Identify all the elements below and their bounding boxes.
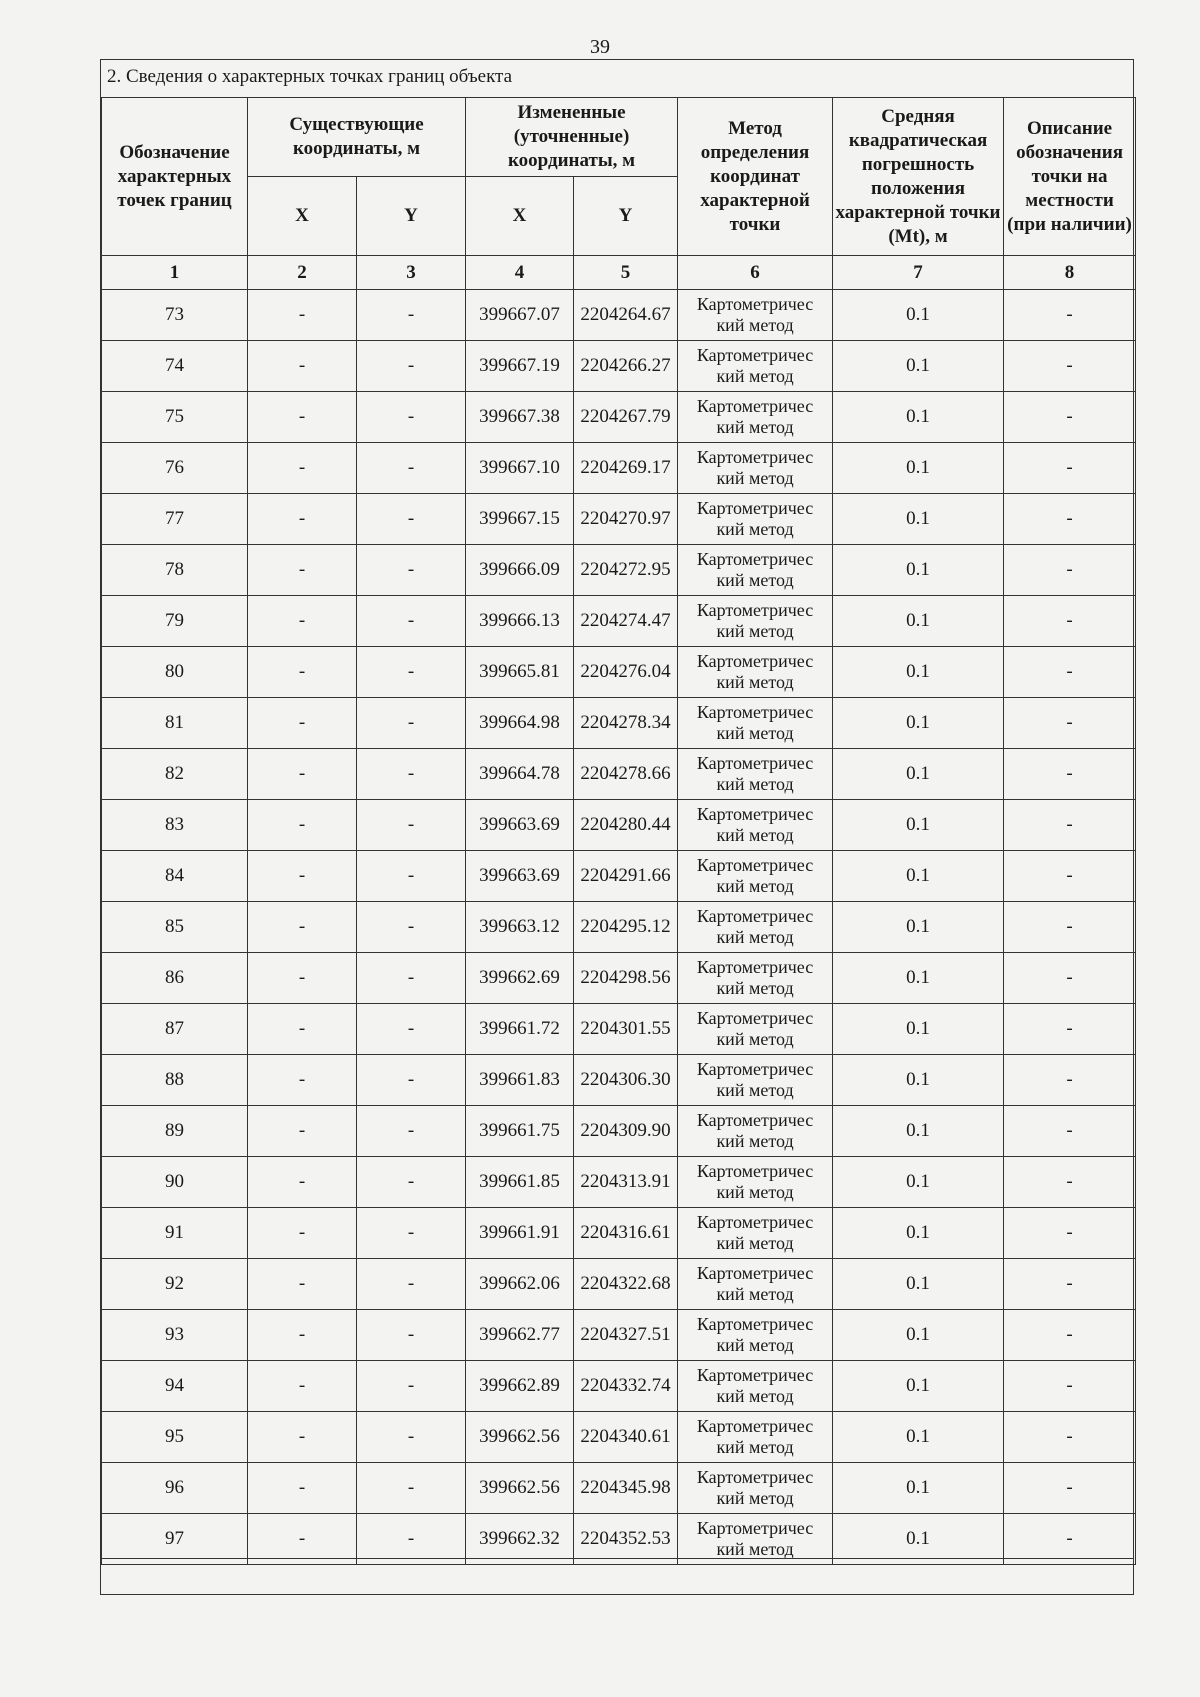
method-line-1: Картометричес	[696, 906, 814, 926]
changed-x-cell: 399662.77	[466, 1310, 574, 1361]
existing-y-cell: -	[357, 1310, 466, 1361]
header-method: Метод определения координат характерной точки	[678, 98, 833, 256]
method-cell	[678, 545, 833, 596]
existing-x-cell: -	[248, 1004, 357, 1055]
table-row	[102, 341, 1136, 392]
method-line-2: кий метод	[716, 1488, 794, 1508]
col-number: 5	[574, 256, 678, 290]
method-cell	[678, 953, 833, 1004]
table-row	[102, 647, 1136, 698]
changed-y-cell: 2204316.61	[574, 1208, 678, 1259]
method-line-1: Картометричес	[696, 1110, 814, 1130]
table-row	[102, 1157, 1136, 1208]
table-row	[102, 1310, 1136, 1361]
changed-x-cell: 399663.12	[466, 902, 574, 953]
changed-y-cell: 2204332.74	[574, 1361, 678, 1412]
method-line-1: Картометричес	[696, 1161, 814, 1181]
changed-x-cell: 399661.75	[466, 1106, 574, 1157]
table-row	[102, 851, 1136, 902]
method-line-2: кий метод	[716, 876, 794, 896]
description-cell: -	[1004, 1463, 1136, 1514]
col-number: 8	[1004, 256, 1136, 290]
mt-cell: 0.1	[833, 1004, 1004, 1055]
boundary-points-table	[101, 97, 1136, 1565]
mt-cell: 0.1	[833, 1208, 1004, 1259]
mt-cell: 0.1	[833, 800, 1004, 851]
method-cell	[678, 647, 833, 698]
method-cell	[678, 443, 833, 494]
method-line-2: кий метод	[716, 672, 794, 692]
description-cell: -	[1004, 341, 1136, 392]
col-number: 3	[357, 256, 466, 290]
method-cell	[678, 1004, 833, 1055]
point-id-cell: 79	[102, 596, 248, 647]
existing-y-cell: -	[357, 1208, 466, 1259]
header-changed-y: Y	[574, 177, 678, 256]
method-cell	[678, 1463, 833, 1514]
changed-y-cell: 2204298.56	[574, 953, 678, 1004]
method-line-2: кий метод	[716, 978, 794, 998]
changed-x-cell: 399667.19	[466, 341, 574, 392]
point-id-cell: 96	[102, 1463, 248, 1514]
changed-y-cell: 2204345.98	[574, 1463, 678, 1514]
point-id-cell: 78	[102, 545, 248, 596]
method-cell	[678, 341, 833, 392]
table-row	[102, 1004, 1136, 1055]
existing-x-cell: -	[248, 902, 357, 953]
col-number: 6	[678, 256, 833, 290]
table-row	[102, 1106, 1136, 1157]
mt-cell: 0.1	[833, 698, 1004, 749]
table-row	[102, 1259, 1136, 1310]
changed-x-cell: 399667.07	[466, 290, 574, 341]
method-cell	[678, 1106, 833, 1157]
changed-y-cell: 2204264.67	[574, 290, 678, 341]
existing-x-cell: -	[248, 1361, 357, 1412]
mt-cell: 0.1	[833, 851, 1004, 902]
existing-x-cell: -	[248, 1208, 357, 1259]
point-id-cell: 80	[102, 647, 248, 698]
changed-y-cell: 2204267.79	[574, 392, 678, 443]
point-id-cell: 75	[102, 392, 248, 443]
table-row	[102, 443, 1136, 494]
method-line-2: кий метод	[716, 468, 794, 488]
point-id-cell: 97	[102, 1514, 248, 1565]
method-cell	[678, 290, 833, 341]
existing-y-cell: -	[357, 290, 466, 341]
point-id-cell: 81	[102, 698, 248, 749]
method-line-2: кий метод	[716, 1539, 794, 1559]
mt-cell: 0.1	[833, 1106, 1004, 1157]
point-id-cell: 73	[102, 290, 248, 341]
header-existing-coords: Существующие координаты, м	[248, 98, 466, 177]
existing-x-cell: -	[248, 698, 357, 749]
point-id-cell: 83	[102, 800, 248, 851]
method-line-1: Картометричес	[696, 855, 814, 875]
changed-y-cell: 2204274.47	[574, 596, 678, 647]
existing-x-cell: -	[248, 1310, 357, 1361]
mt-cell: 0.1	[833, 1259, 1004, 1310]
existing-y-cell: -	[357, 596, 466, 647]
mt-cell: 0.1	[833, 545, 1004, 596]
existing-x-cell: -	[248, 1259, 357, 1310]
description-cell: -	[1004, 1412, 1136, 1463]
changed-x-cell: 399662.32	[466, 1514, 574, 1565]
description-cell: -	[1004, 1259, 1136, 1310]
col-number: 7	[833, 256, 1004, 290]
table-row	[102, 545, 1136, 596]
method-line-1: Картометричес	[696, 1518, 814, 1538]
table-row	[102, 596, 1136, 647]
header-changed-x: X	[466, 177, 574, 256]
changed-y-cell: 2204280.44	[574, 800, 678, 851]
description-cell: -	[1004, 749, 1136, 800]
mt-cell: 0.1	[833, 1412, 1004, 1463]
table-row	[102, 698, 1136, 749]
col-number: 2	[248, 256, 357, 290]
changed-x-cell: 399661.85	[466, 1157, 574, 1208]
description-cell: -	[1004, 1004, 1136, 1055]
mt-cell: 0.1	[833, 1514, 1004, 1565]
header-designation: Обозначение характерных точек границ	[102, 98, 248, 256]
description-cell: -	[1004, 1514, 1136, 1565]
point-id-cell: 85	[102, 902, 248, 953]
method-cell	[678, 698, 833, 749]
point-id-cell: 91	[102, 1208, 248, 1259]
description-cell: -	[1004, 392, 1136, 443]
description-cell: -	[1004, 1055, 1136, 1106]
mt-cell: 0.1	[833, 1310, 1004, 1361]
existing-x-cell: -	[248, 290, 357, 341]
point-id-cell: 86	[102, 953, 248, 1004]
description-cell: -	[1004, 494, 1136, 545]
header-existing-x: X	[248, 177, 357, 256]
existing-y-cell: -	[357, 800, 466, 851]
changed-y-cell: 2204306.30	[574, 1055, 678, 1106]
existing-x-cell: -	[248, 545, 357, 596]
changed-x-cell: 399662.56	[466, 1463, 574, 1514]
changed-y-cell: 2204269.17	[574, 443, 678, 494]
method-cell	[678, 1361, 833, 1412]
method-line-1: Картометричес	[696, 804, 814, 824]
table-row	[102, 902, 1136, 953]
mt-cell: 0.1	[833, 647, 1004, 698]
method-cell	[678, 1157, 833, 1208]
existing-y-cell: -	[357, 851, 466, 902]
changed-x-cell: 399662.06	[466, 1259, 574, 1310]
method-line-1: Картометричес	[696, 498, 814, 518]
point-id-cell: 87	[102, 1004, 248, 1055]
existing-y-cell: -	[357, 1055, 466, 1106]
method-line-2: кий метод	[716, 1284, 794, 1304]
method-line-2: кий метод	[716, 417, 794, 437]
method-line-1: Картометричес	[696, 345, 814, 365]
existing-x-cell: -	[248, 1514, 357, 1565]
existing-y-cell: -	[357, 647, 466, 698]
existing-y-cell: -	[357, 749, 466, 800]
table-row	[102, 1463, 1136, 1514]
changed-x-cell: 399661.83	[466, 1055, 574, 1106]
method-cell	[678, 1055, 833, 1106]
method-cell	[678, 392, 833, 443]
description-cell: -	[1004, 1310, 1136, 1361]
method-line-1: Картометричес	[696, 702, 814, 722]
method-line-1: Картометричес	[696, 1212, 814, 1232]
changed-x-cell: 399663.69	[466, 800, 574, 851]
existing-y-cell: -	[357, 1412, 466, 1463]
method-cell	[678, 1310, 833, 1361]
method-cell	[678, 494, 833, 545]
existing-x-cell: -	[248, 647, 357, 698]
method-line-1: Картометричес	[696, 1365, 814, 1385]
method-line-1: Картометричес	[696, 753, 814, 773]
method-cell	[678, 749, 833, 800]
method-line-1: Картометричес	[696, 396, 814, 416]
existing-y-cell: -	[357, 494, 466, 545]
existing-y-cell: -	[357, 1514, 466, 1565]
description-cell: -	[1004, 851, 1136, 902]
existing-x-cell: -	[248, 953, 357, 1004]
existing-x-cell: -	[248, 392, 357, 443]
changed-y-cell: 2204322.68	[574, 1259, 678, 1310]
existing-y-cell: -	[357, 1361, 466, 1412]
method-line-2: кий метод	[716, 1131, 794, 1151]
method-line-1: Картометричес	[696, 651, 814, 671]
point-id-cell: 88	[102, 1055, 248, 1106]
method-cell	[678, 800, 833, 851]
changed-y-cell: 2204295.12	[574, 902, 678, 953]
mt-cell: 0.1	[833, 290, 1004, 341]
method-line-2: кий метод	[716, 621, 794, 641]
changed-x-cell: 399662.69	[466, 953, 574, 1004]
method-line-2: кий метод	[716, 1335, 794, 1355]
mt-cell: 0.1	[833, 392, 1004, 443]
method-line-1: Картометричес	[696, 1263, 814, 1283]
header-description: Описание обозначения точки на местности (при наличии)	[1004, 98, 1136, 256]
existing-y-cell: -	[357, 1004, 466, 1055]
method-line-1: Картометричес	[696, 957, 814, 977]
table-row	[102, 1055, 1136, 1106]
existing-x-cell: -	[248, 1157, 357, 1208]
existing-y-cell: -	[357, 1463, 466, 1514]
existing-y-cell: -	[357, 443, 466, 494]
point-id-cell: 84	[102, 851, 248, 902]
description-cell: -	[1004, 647, 1136, 698]
mt-cell: 0.1	[833, 1361, 1004, 1412]
existing-x-cell: -	[248, 1463, 357, 1514]
point-id-cell: 95	[102, 1412, 248, 1463]
changed-x-cell: 399665.81	[466, 647, 574, 698]
point-id-cell: 94	[102, 1361, 248, 1412]
point-id-cell: 89	[102, 1106, 248, 1157]
existing-y-cell: -	[357, 392, 466, 443]
table-row	[102, 1514, 1136, 1565]
method-line-2: кий метод	[716, 927, 794, 947]
method-line-2: кий метод	[716, 1386, 794, 1406]
existing-x-cell: -	[248, 341, 357, 392]
description-cell: -	[1004, 902, 1136, 953]
existing-x-cell: -	[248, 851, 357, 902]
existing-x-cell: -	[248, 443, 357, 494]
mt-cell: 0.1	[833, 341, 1004, 392]
method-line-1: Картометричес	[696, 1416, 814, 1436]
method-cell	[678, 902, 833, 953]
description-cell: -	[1004, 443, 1136, 494]
method-line-2: кий метод	[716, 825, 794, 845]
method-line-1: Картометричес	[696, 549, 814, 569]
description-cell: -	[1004, 596, 1136, 647]
mt-cell: 0.1	[833, 953, 1004, 1004]
table-row	[102, 749, 1136, 800]
changed-y-cell: 2204301.55	[574, 1004, 678, 1055]
changed-y-cell: 2204291.66	[574, 851, 678, 902]
changed-y-cell: 2204327.51	[574, 1310, 678, 1361]
existing-x-cell: -	[248, 1106, 357, 1157]
section-title: 2. Сведения о характерных точках границ объекта	[107, 66, 513, 87]
method-line-1: Картометричес	[696, 1059, 814, 1079]
changed-y-cell: 2204340.61	[574, 1412, 678, 1463]
page-number: 39	[590, 36, 610, 58]
changed-x-cell: 399664.78	[466, 749, 574, 800]
table-row	[102, 1361, 1136, 1412]
header-changed-coords: Измененные (уточненные) координаты, м	[466, 98, 678, 177]
changed-x-cell: 399667.38	[466, 392, 574, 443]
col-number: 4	[466, 256, 574, 290]
method-line-2: кий метод	[716, 1182, 794, 1202]
method-cell	[678, 596, 833, 647]
table-row	[102, 1208, 1136, 1259]
table-row	[102, 290, 1136, 341]
changed-y-cell: 2204276.04	[574, 647, 678, 698]
description-cell: -	[1004, 698, 1136, 749]
changed-x-cell: 399661.72	[466, 1004, 574, 1055]
mt-cell: 0.1	[833, 902, 1004, 953]
existing-y-cell: -	[357, 1106, 466, 1157]
existing-x-cell: -	[248, 1055, 357, 1106]
existing-x-cell: -	[248, 596, 357, 647]
changed-y-cell: 2204272.95	[574, 545, 678, 596]
mt-cell: 0.1	[833, 443, 1004, 494]
changed-x-cell: 399666.09	[466, 545, 574, 596]
method-line-2: кий метод	[716, 570, 794, 590]
changed-y-cell: 2204309.90	[574, 1106, 678, 1157]
changed-x-cell: 399667.15	[466, 494, 574, 545]
mt-cell: 0.1	[833, 494, 1004, 545]
method-line-2: кий метод	[716, 1080, 794, 1100]
changed-y-cell: 2204270.97	[574, 494, 678, 545]
method-line-1: Картометричес	[696, 1008, 814, 1028]
document-sheet	[100, 59, 1134, 1595]
method-line-1: Картометричес	[696, 294, 814, 314]
point-id-cell: 90	[102, 1157, 248, 1208]
changed-y-cell: 2204266.27	[574, 341, 678, 392]
existing-x-cell: -	[248, 1412, 357, 1463]
method-line-1: Картометричес	[696, 447, 814, 467]
changed-y-cell: 2204278.34	[574, 698, 678, 749]
changed-y-cell: 2204352.53	[574, 1514, 678, 1565]
point-id-cell: 76	[102, 443, 248, 494]
point-id-cell: 74	[102, 341, 248, 392]
table-row	[102, 392, 1136, 443]
existing-x-cell: -	[248, 494, 357, 545]
header-existing-y: Y	[357, 177, 466, 256]
existing-y-cell: -	[357, 545, 466, 596]
method-cell	[678, 1412, 833, 1463]
method-line-2: кий метод	[716, 774, 794, 794]
changed-x-cell: 399667.10	[466, 443, 574, 494]
description-cell: -	[1004, 1157, 1136, 1208]
method-line-1: Картометричес	[696, 1314, 814, 1334]
method-line-2: кий метод	[716, 723, 794, 743]
col-number: 1	[102, 256, 248, 290]
existing-y-cell: -	[357, 698, 466, 749]
description-cell: -	[1004, 545, 1136, 596]
point-id-cell: 82	[102, 749, 248, 800]
existing-x-cell: -	[248, 749, 357, 800]
existing-y-cell: -	[357, 341, 466, 392]
description-cell: -	[1004, 1106, 1136, 1157]
existing-y-cell: -	[357, 953, 466, 1004]
description-cell: -	[1004, 953, 1136, 1004]
existing-y-cell: -	[357, 1157, 466, 1208]
description-cell: -	[1004, 290, 1136, 341]
method-line-2: кий метод	[716, 519, 794, 539]
method-line-2: кий метод	[716, 366, 794, 386]
method-cell	[678, 1208, 833, 1259]
changed-x-cell: 399662.89	[466, 1361, 574, 1412]
method-line-2: кий метод	[716, 315, 794, 335]
existing-y-cell: -	[357, 1259, 466, 1310]
mt-cell: 0.1	[833, 1055, 1004, 1106]
table-row	[102, 953, 1136, 1004]
existing-y-cell: -	[357, 902, 466, 953]
description-cell: -	[1004, 1208, 1136, 1259]
method-line-2: кий метод	[716, 1437, 794, 1457]
point-id-cell: 77	[102, 494, 248, 545]
mt-cell: 0.1	[833, 749, 1004, 800]
changed-x-cell: 399663.69	[466, 851, 574, 902]
changed-x-cell: 399661.91	[466, 1208, 574, 1259]
method-line-2: кий метод	[716, 1029, 794, 1049]
changed-x-cell: 399662.56	[466, 1412, 574, 1463]
mt-cell: 0.1	[833, 596, 1004, 647]
changed-y-cell: 2204313.91	[574, 1157, 678, 1208]
changed-x-cell: 399664.98	[466, 698, 574, 749]
changed-x-cell: 399666.13	[466, 596, 574, 647]
header-mean-square-error: Средняя квадратическая погрешность положения характерной точки (Mt), м	[833, 98, 1004, 256]
existing-x-cell: -	[248, 800, 357, 851]
changed-y-cell: 2204278.66	[574, 749, 678, 800]
method-line-2: кий метод	[716, 1233, 794, 1253]
method-cell	[678, 1514, 833, 1565]
method-line-1: Картометричес	[696, 600, 814, 620]
method-line-1: Картометричес	[696, 1467, 814, 1487]
point-id-cell: 92	[102, 1259, 248, 1310]
method-cell	[678, 851, 833, 902]
table-row	[102, 494, 1136, 545]
point-id-cell: 93	[102, 1310, 248, 1361]
description-cell: -	[1004, 800, 1136, 851]
footer-rule	[101, 1558, 1133, 1559]
mt-cell: 0.1	[833, 1463, 1004, 1514]
table-body	[102, 290, 1136, 1565]
description-cell: -	[1004, 1361, 1136, 1412]
table-row	[102, 1412, 1136, 1463]
method-cell	[678, 1259, 833, 1310]
mt-cell: 0.1	[833, 1157, 1004, 1208]
table-row	[102, 800, 1136, 851]
